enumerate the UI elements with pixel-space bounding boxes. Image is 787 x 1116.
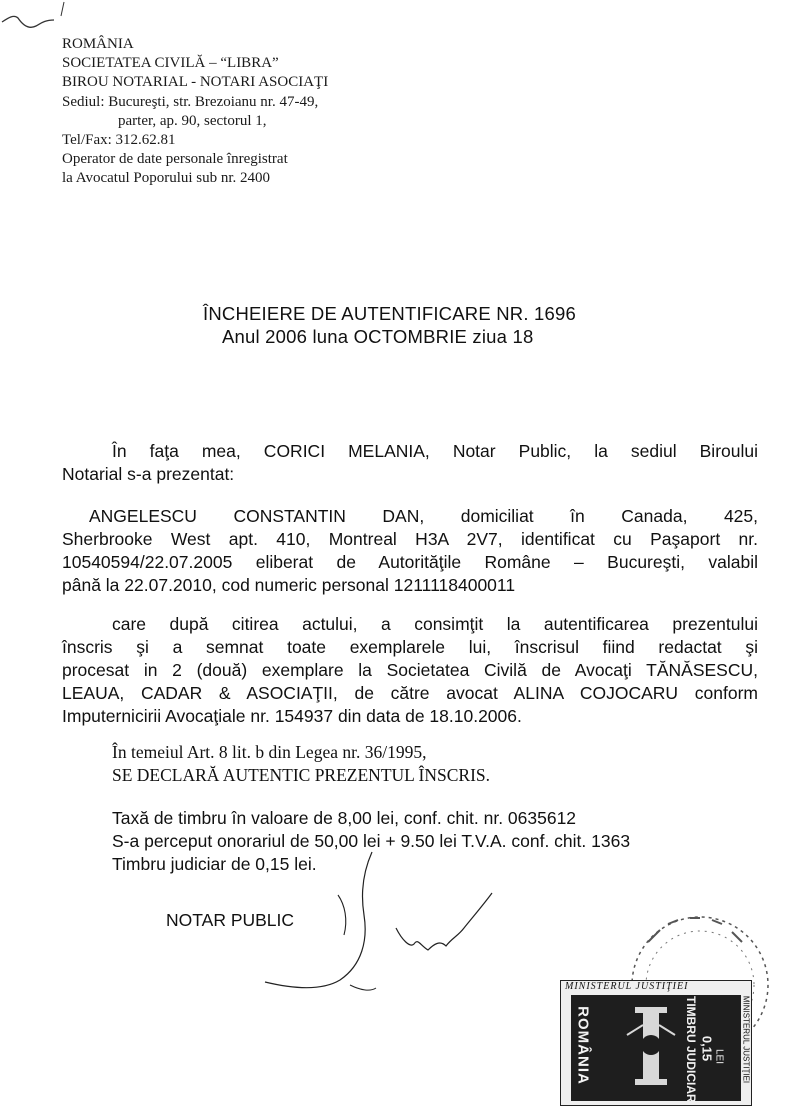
consent-paragraph xyxy=(112,613,758,636)
consent-paragraph-cont xyxy=(62,636,758,728)
authentic-declaration: SE DECLARĂ AUTENTIC PREZENTUL ÎNSCRIS. xyxy=(112,765,491,785)
legal-basis: În temeiul Art. 8 lit. b din Legea nr. 36/1995, xyxy=(112,742,427,762)
header-operator: Operator de date personale înregistrat xyxy=(62,151,288,167)
stamp-country: ROMÂNIA xyxy=(574,1006,592,1085)
intro-line: În faţa mea, CORICI MELANIA, Notar Public, la sediul Biroului xyxy=(112,441,758,461)
stamp-header: MINISTERUL JUSTIŢIEI xyxy=(565,981,689,992)
intro-line: Notarial s-a prezentat: xyxy=(62,464,235,484)
notary-public-label: NOTAR PUBLIC xyxy=(166,910,295,930)
intro-paragraph xyxy=(112,440,758,463)
header-office: BIROU NOTARIAL - NOTARI ASOCIAŢI xyxy=(62,74,329,90)
stamp-side-text: MINISTERUL JUSTIŢIEI xyxy=(741,995,751,1084)
person-paragraph-cont xyxy=(62,528,758,597)
person-line: Sherbrooke West apt. 410, Montreal H3A 2V7, identificat cu Paşaport nr. xyxy=(62,529,758,549)
consent-line: Imputernicirii Avocaţiale nr. 154937 din data de 18.10.2006. xyxy=(62,706,522,726)
consent-line: înscris şi a semnat toate exemplarele lui, înscrisul fiind redactat şi xyxy=(62,637,758,657)
header-operator-2: la Avocatul Poporului sub nr. 2400 xyxy=(62,170,271,186)
header-society: SOCIETATEA CIVILĂ – “LIBRA” xyxy=(62,55,279,71)
stamp-currency: LEI xyxy=(713,1048,725,1064)
stamp-emblem xyxy=(621,1005,681,1095)
person-paragraph xyxy=(89,505,758,528)
person-line: până la 22.07.2010, cod numeric personal 1211118400011 xyxy=(62,575,516,595)
header-country: ROMÂNIA xyxy=(62,36,134,52)
stamp-tax-line: Taxă de timbru în valoare de 8,00 lei, conf. chit. nr. 0635612 xyxy=(112,808,577,828)
consent-line: care după citirea actului, a consimţit la autentificarea prezentului xyxy=(112,614,758,634)
person-line: ANGELESCU CONSTANTIN DAN, domiciliat în Canada, 425, xyxy=(89,506,758,526)
stamp-title: TIMBRU JUDICIAR xyxy=(684,996,698,1103)
fee-line: S-a perceput onorariul de 50,00 lei + 9.50 lei T.V.A. conf. chit. 1363 xyxy=(112,831,631,851)
consent-line: LEAUA, CADAR & ASOCIAŢII, de către avocat ALINA COJOCARU conform xyxy=(62,683,758,703)
judicial-stamp-line: Timbru judiciar de 0,15 lei. xyxy=(112,854,317,874)
document-date: Anul 2006 luna OCTOMBRIE ziua 18 xyxy=(222,326,534,347)
header-phone: Tel/Fax: 312.62.81 xyxy=(62,132,176,148)
document-title: ÎNCHEIERE DE AUTENTIFICARE NR. 1696 xyxy=(203,303,576,324)
consent-line: procesat in 2 (două) exemplare la Societatea Civilă de Avocaţi TĂNĂSESCU, xyxy=(62,660,758,680)
stamp-value: 0,15 xyxy=(699,1035,715,1062)
header-address: Sediul: Bucureşti, str. Brezoianu nr. 47-49, xyxy=(62,94,319,110)
person-line: 10540594/22.07.2005 eliberat de Autorităţile Române – Bucureşti, valabil xyxy=(62,552,758,572)
header-address-2: parter, ap. 90, sectorul 1, xyxy=(118,113,267,129)
judicial-stamp xyxy=(560,980,752,1106)
